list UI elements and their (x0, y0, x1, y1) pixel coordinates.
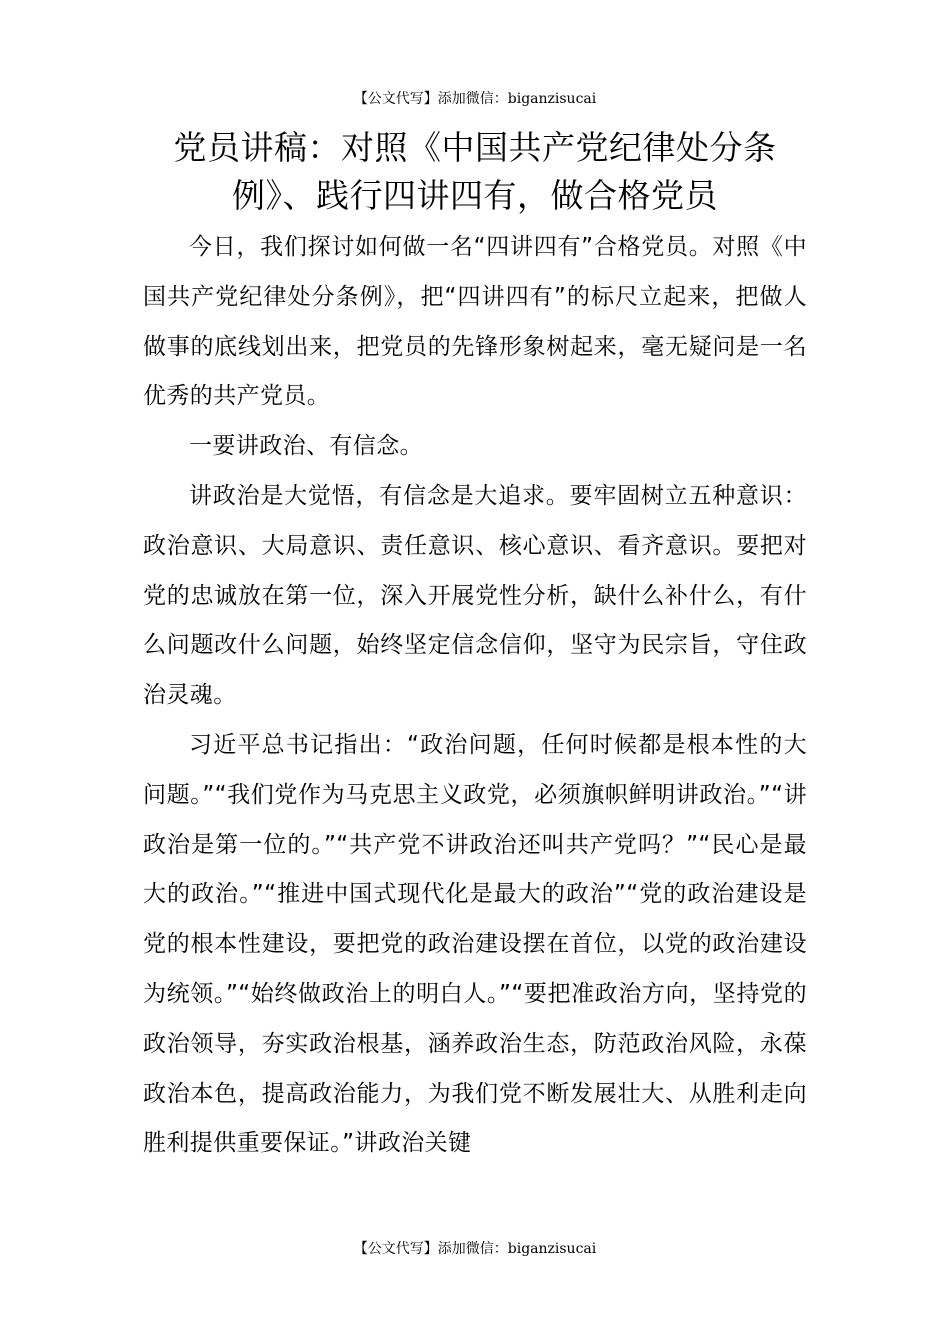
page-footer: 【公文代写】添加微信：biganzisucai (353, 1241, 597, 1257)
paragraph-intro: 今日，我们探讨如何做一名“四讲四有”合格党员。对照《中国共产党纪律处分条例》，把“四讲四有”的标尺立起来，把做人做事的底线划出来，把党员的先锋形象树起来，毫无疑问是一名优秀的共产党员。 (143, 234, 807, 410)
paragraph-five-consciousness: 讲政治是大觉悟，有信念是大追求。要牢固树立五种意识：政治意识、大局意识、责任意识、核心意识、看齐意识。要把对党的忠诚放在第一位，深入开展党性分析，缺什么补什么，有什么问题改什么问题，始终坚定信念信仰，坚守为民宗旨，守住政治灵魂。 (143, 482, 807, 709)
paragraph-section-heading: 一要讲政治、有信念。 (189, 433, 423, 460)
paragraph-xi-quotes: 习近平总书记指出：“政治问题，任何时候都是根本性的大问题。”“我们党作为马克思主义政党，必须旗帜鲜明讲政治。”“讲政治是第一位的。”“共产党不讲政治还叫共产党吗？”“民心是最大的政治。”“推进中国式现代化是最大的政治”“党的政治建设是党的根本性建设，要把党的政治建设摆在首位，以党的政治建设为统领。”“始终做政治上的明白人。”“要把准政治方向，坚持党的政治领导，夯实政治根基，涵养政治生态，防范政治风险，永葆政治本色，提高政治能力，为我们党不断发展壮大、从胜利走向胜利提供重要保证。”讲政治关键 (143, 731, 807, 1157)
document-body (143, 223, 807, 1169)
document-title: 党员讲稿：对照《中国共产党纪律处分条例》、践行四讲四有，做合格党员 (173, 128, 777, 215)
page-header: 【公文代写】添加微信：biganzisucai (353, 91, 597, 107)
